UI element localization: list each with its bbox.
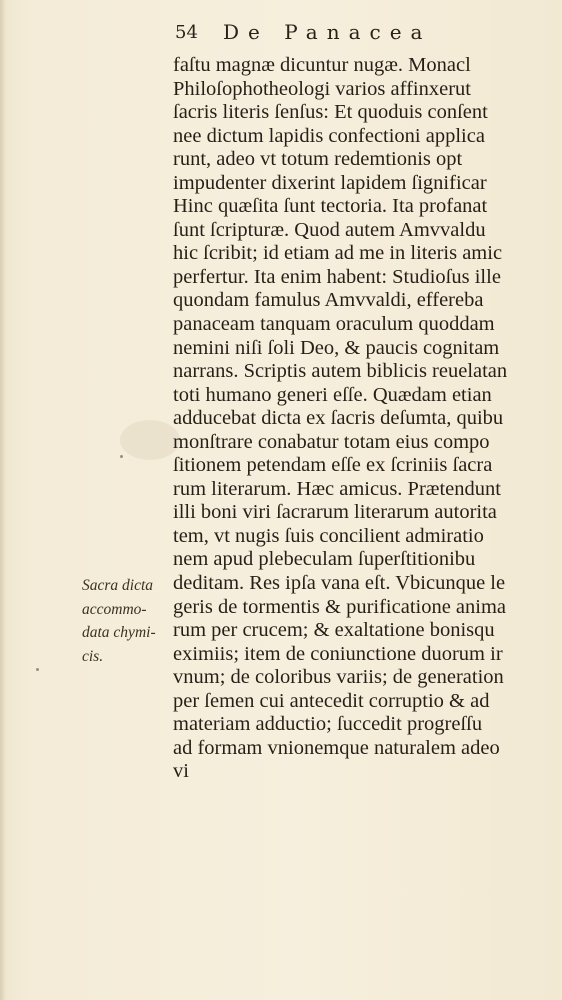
- paper-stain: [120, 420, 180, 460]
- page-header: [175, 20, 562, 50]
- text-line: adducebat dicta ex ſacris deſumta, quibu: [173, 407, 504, 430]
- text-line: narrans. Scriptis autem biblicis reuelatan: [173, 360, 508, 383]
- text-line: geris de tormentis & purificatione anima: [173, 595, 507, 618]
- text-line: Philoſophotheologi varios affinxerut: [173, 77, 471, 100]
- text-line: rum per crucem; & exaltatione bonisqu: [173, 619, 495, 642]
- text-line: monſtrare conabatur totam eius compo: [173, 430, 490, 453]
- text-line: ſitionem petendam eſſe ex ſcriniis ſacra: [173, 454, 493, 477]
- text-line: toti humano generi eſſe. Quædam etian: [173, 383, 492, 406]
- marginal-note-line: cis.: [82, 647, 104, 665]
- text-line: Hinc quæſita ſunt tectoria. Ita profanat: [173, 195, 488, 218]
- marginal-note: [82, 574, 172, 668]
- text-line: ſunt ſcripturæ. Quod autem Amvvaldu: [173, 218, 486, 241]
- text-line: deditam. Res ipſa vana eſt. Vbicunque le: [173, 572, 506, 595]
- text-line: hic ſcribit; id etiam ad me in literis amic: [173, 242, 503, 265]
- text-line: vnum; de coloribus variis; de generation: [173, 666, 504, 689]
- text-line: ad formam vnionemque naturalem adeo: [173, 736, 500, 759]
- body-text: [173, 54, 562, 954]
- text-line: runt, adeo vt totum redemtionis opt: [173, 148, 463, 171]
- text-line: nemini niſi ſoli Deo, & paucis cognitam: [173, 336, 500, 359]
- text-line: faſtu magnæ dicuntur nugæ. Monacl: [173, 54, 471, 76]
- text-line: tem, vt nugis ſuis concilient admiratio: [173, 524, 484, 547]
- text-line: illi boni viri ſacrarum literarum autorita: [173, 501, 497, 524]
- text-line: quondam famulus Amvvaldi, effereba: [173, 289, 484, 312]
- marginal-note-line: data chymi-: [82, 624, 156, 642]
- ink-speck: [36, 668, 39, 671]
- page-gutter-shadow: [0, 0, 6, 1000]
- text-line: nee dictum lapidis confectioni applica: [173, 124, 485, 147]
- page-number: 54: [175, 22, 198, 43]
- text-line: materiam adductio; ſuccedit progreſſu: [173, 713, 483, 736]
- marginal-note-line: Sacra dicta: [82, 577, 154, 594]
- text-line: panaceam tanquam oraculum quoddam: [173, 313, 495, 336]
- marginal-note-line: accommo-: [82, 600, 147, 618]
- text-line: nem apud plebeculam ſuperſtitionibu: [173, 548, 476, 571]
- text-line: impudenter dixerint lapidem ſignificar: [173, 171, 487, 194]
- ink-speck: [120, 455, 123, 458]
- text-line: per ſemen cui antecedit corruptio & ad: [173, 689, 490, 712]
- text-line: ſacris literis ſenſus: Et quoduis conſent: [173, 101, 488, 124]
- running-head: De Panacea: [223, 20, 432, 44]
- text-line: eximiis; item de coniunctione duorum ir: [173, 642, 503, 665]
- text-line: rum literarum. Hæc amicus. Prætendunt: [173, 477, 501, 500]
- text-line: perfertur. Ita enim habent: Studioſus ille: [173, 265, 501, 288]
- text-line: vi: [173, 760, 189, 783]
